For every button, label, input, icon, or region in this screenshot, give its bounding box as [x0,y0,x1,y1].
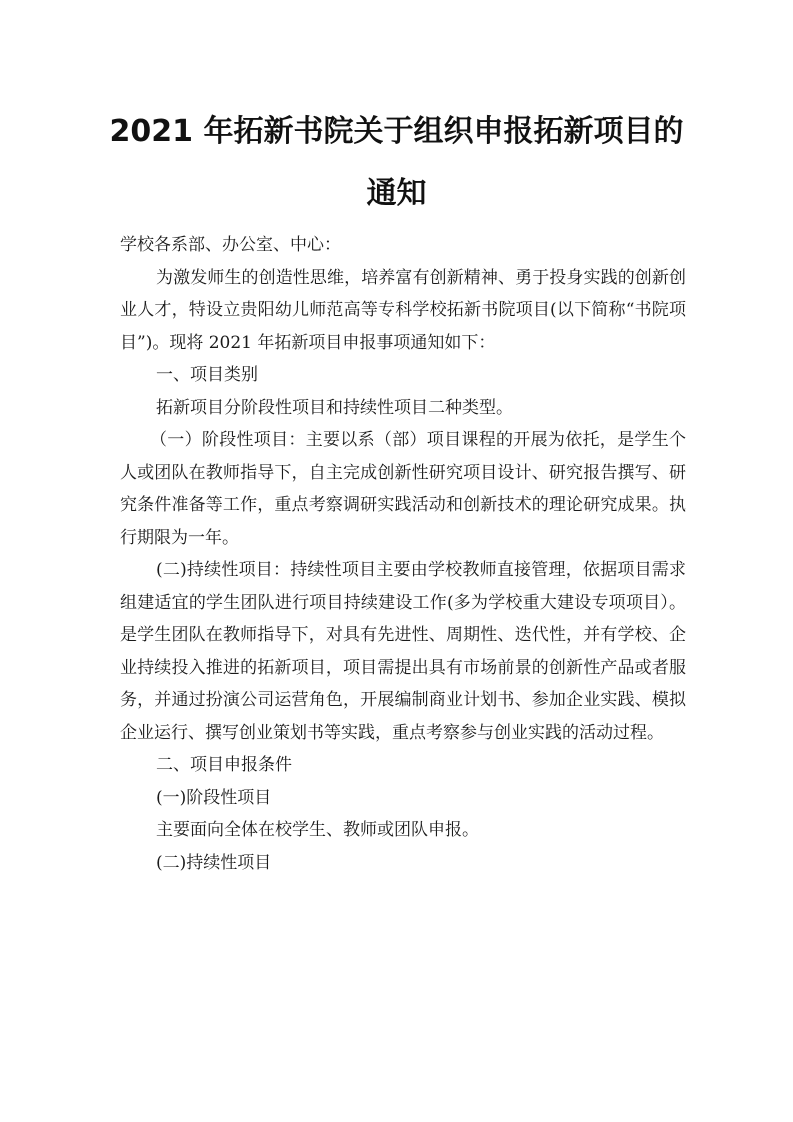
document-title-line-1: 2021 年拓新书院关于组织申报拓新项目的 [109,114,684,149]
paragraph-continuous-project: (二)持续性项目：持续性项目主要由学校教师直接管理，依据项目需求组建适宜的学生团队进行项目持续建设工作(多为学校重大建设专项项目）。是学生团队在教师指导下，对具有先进性、周期性、迭代性，并有学校、企业持续投入推进的拓新项目，项目需提出具有市场前景的创新性产品或者服务，并通过扮演公司运营角色，开展编制商业计划书、参加企业实践、模拟企业运行、撰写创业策划书等实践，重点考察参与创业实践的活动过程。 [120,560,686,743]
section-heading-conditions: 二、项目申报条件 [156,755,292,775]
paragraph-project-types: 拓新项目分阶段性项目和持续性项目二种类型。 [156,397,513,418]
document-title-line-2: 通知 [366,176,427,211]
section-heading-project-types: 一、项目类别 [156,365,258,385]
salutation: 学校各系部、办公室、中心： [120,235,341,255]
subheading-phase-project: (一)阶段性项目 [156,787,272,808]
paragraph-intro: 为激发师生的创造性思维，培养富有创新精神、勇于投身实践的创新创业人才，特设立贵阳幼儿师范高等专科学校拓新书院项目(以下简称“书院项目”)。现将 2021 年拓新项目申报事项通知如下： [120,267,686,353]
paragraph-phase-eligibility: 主要面向全体在校学生、教师或团队申报。 [156,820,479,840]
paragraph-phase-project: （一）阶段性项目：主要以系（部）项目课程的开展为依托，是学生个人或团队在教师指导下，自主完成创新性研究项目设计、研究报告撰写、研究条件准备等工作，重点考察调研实践活动和创新技术的理论研究成果。执行期限为一年。 [120,430,686,548]
document-body [120,229,686,879]
subheading-continuous-project: (二)持续性项目 [156,852,272,873]
